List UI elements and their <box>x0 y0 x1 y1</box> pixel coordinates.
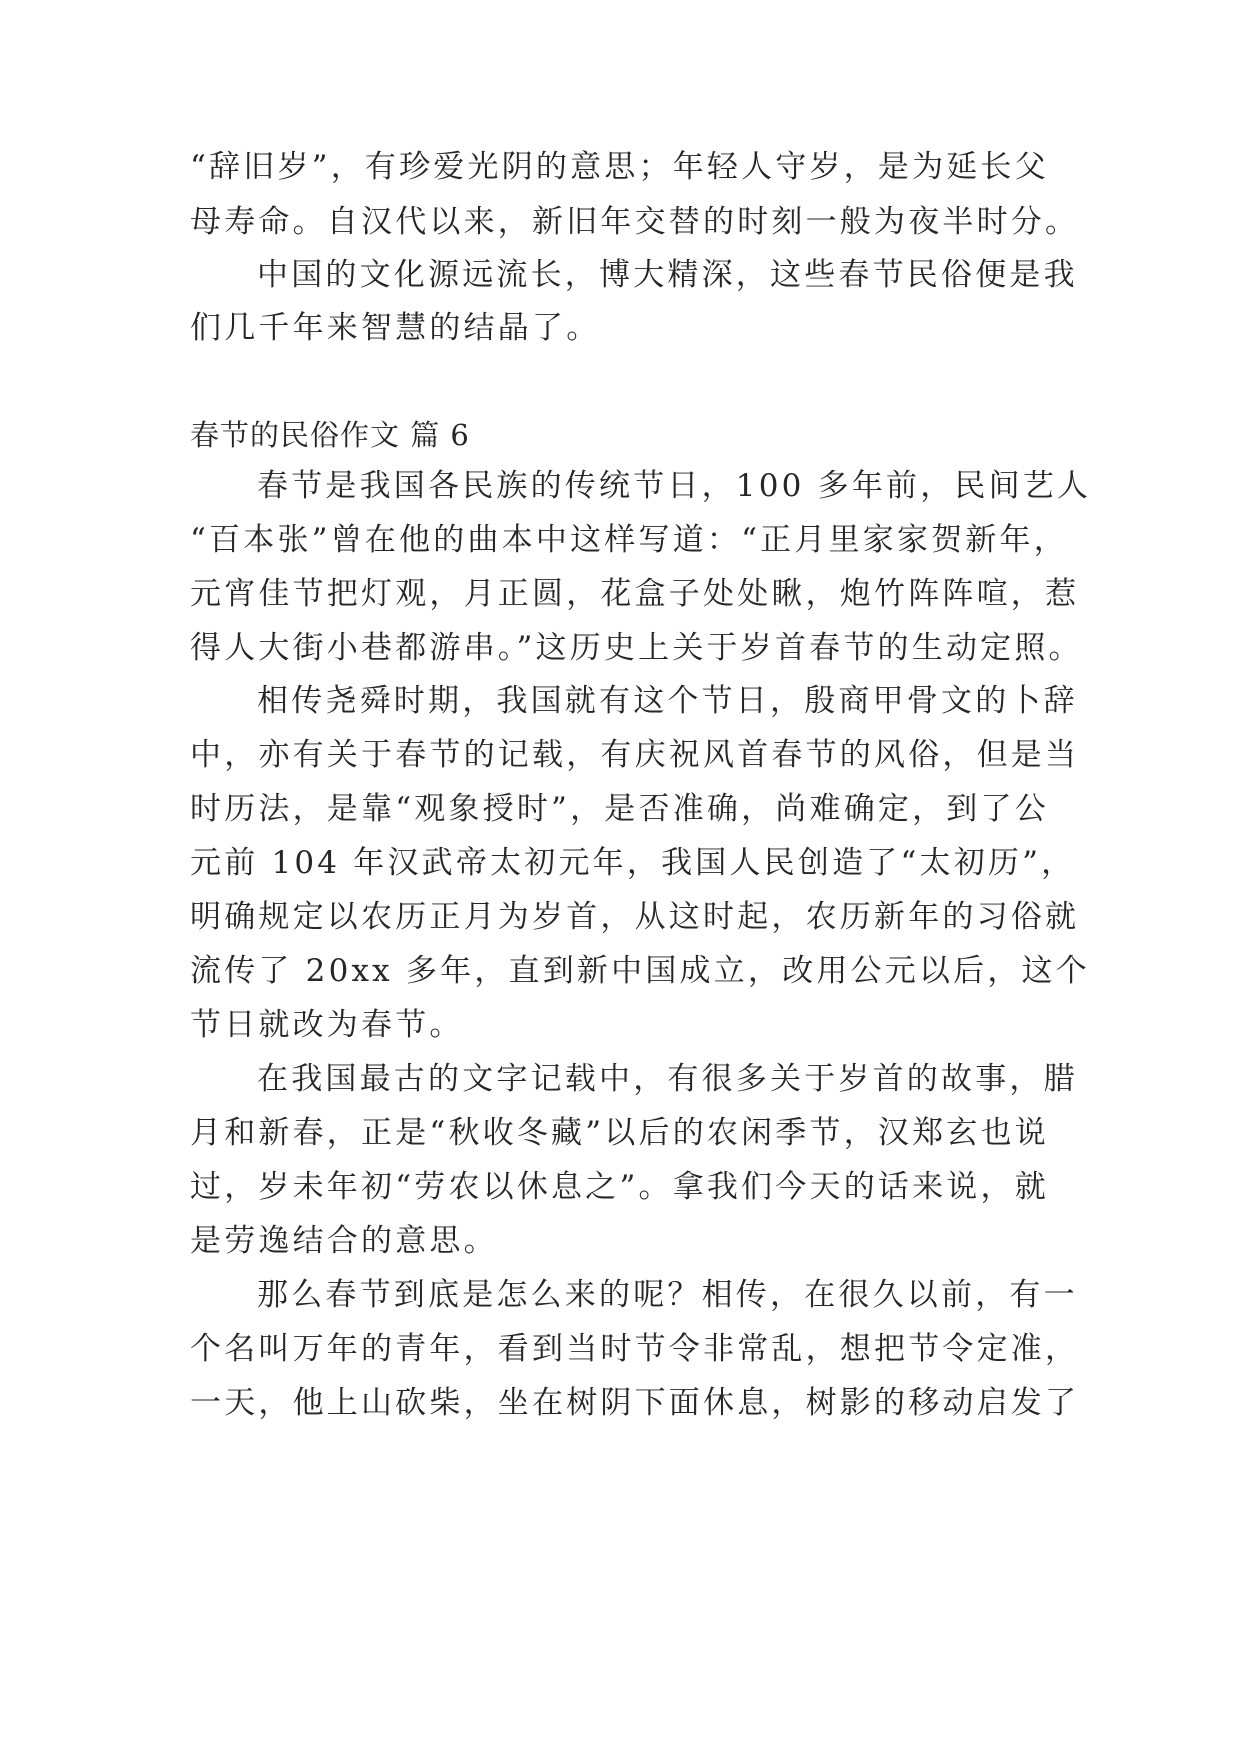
section-heading: 春节的民俗作文 篇 6 <box>190 418 470 452</box>
text-line: 月和新春，正是“秋收冬藏”以后的农闲季节，汉郑玄也说 <box>190 1115 1049 1151</box>
text-line: “百本张”曾在他的曲本中这样写道：“正月里家家贺新年， <box>190 522 1068 558</box>
text-line: 一天，他上山砍柴，坐在树阴下面休息，树影的移动启发了 <box>190 1385 1080 1421</box>
text-line: 元宵佳节把灯观，月正圆，花盒子处处瞅，炮竹阵阵喧，惹 <box>190 576 1080 612</box>
text-line: 春节是我国各民族的传统节日，100 多年前，民间艺人 <box>257 468 1092 504</box>
text-line: 明确规定以农历正月为岁首，从这时起，农历新年的习俗就 <box>190 899 1080 935</box>
text-line: 那么春节到底是怎么来的呢？相传，在很久以前，有一 <box>257 1277 1078 1313</box>
text-line: 中，亦有关于春节的记载，有庆祝风首春节的风俗，但是当 <box>190 737 1080 773</box>
text-line: 时历法，是靠“观象授时”，是否准确，尚难确定，到了公 <box>190 791 1049 827</box>
text-line: 流传了 20xx 多年，直到新中国成立，改用公元以后，这个 <box>190 953 1090 989</box>
text-line: 相传尧舜时期，我国就有这个节日，殷商甲骨文的卜辞 <box>257 683 1078 719</box>
text-line: 节日就改为春节。 <box>190 1007 464 1043</box>
text-line: 中国的文化源远流长，博大精深，这些春节民俗便是我 <box>257 257 1078 293</box>
text-line: 过，岁未年初“劳农以休息之”。拿我们今天的话来说，就 <box>190 1169 1049 1205</box>
text-line: 是劳逸结合的意思。 <box>190 1223 498 1259</box>
text-line: 母寿命。自汉代以来，新旧年交替的时刻一般为夜半时分。 <box>190 204 1080 240</box>
text-line: 得人大街小巷都游串。”这历史上关于岁首春节的生动定照。 <box>190 630 1083 666</box>
text-line: 元前 104 年汉武帝太初元年，我国人民创造了“太初历”， <box>190 845 1076 881</box>
text-line: 们几千年来智慧的结晶了。 <box>190 310 601 346</box>
text-line: 在我国最古的文字记载中，有很多关于岁首的故事，腊 <box>257 1061 1078 1097</box>
text-line: 个名叫万年的青年，看到当时节令非常乱，想把节令定准， <box>190 1331 1080 1367</box>
text-line: “辞旧岁”，有珍爱光阴的意思；年轻人守岁，是为延长父 <box>190 149 1049 185</box>
